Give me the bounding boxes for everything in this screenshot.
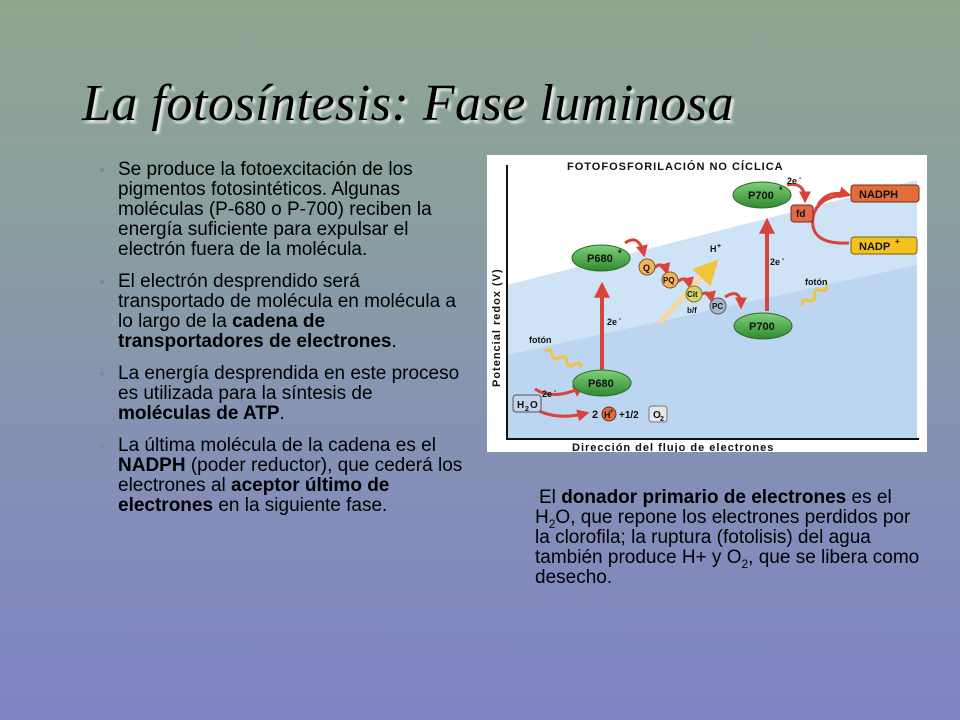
bullet-dot — [100, 444, 104, 448]
bullet-item — [100, 436, 468, 516]
bullet-dot — [100, 372, 104, 376]
bullet-list — [100, 160, 468, 528]
svg-text:+: + — [717, 243, 722, 250]
bullet-bold-text: moléculas de ATP — [118, 403, 280, 424]
svg-text:2e: 2e — [607, 317, 618, 327]
svg-text:-: - — [619, 316, 622, 323]
svg-text:-: - — [782, 256, 785, 263]
bullet-dot — [100, 280, 104, 284]
svg-text:O: O — [653, 410, 661, 421]
svg-text:fotón: fotón — [529, 335, 552, 345]
photophosphorylation-diagram — [487, 155, 927, 452]
subscript: 2 — [741, 556, 749, 571]
y-axis-label: Potencial redox (V) — [491, 268, 503, 387]
svg-text:H: H — [517, 400, 525, 411]
bullet-text: . — [279, 403, 285, 424]
svg-text:Cit: Cit — [687, 290, 698, 299]
svg-text:NADPH: NADPH — [859, 189, 899, 201]
svg-text:P680: P680 — [588, 378, 614, 390]
bullet-text: La energía desprendida en este proceso es utilizada para la síntesis de — [118, 363, 460, 404]
x-axis-label: Dirección del flujo de electrones — [572, 442, 775, 452]
svg-text:PC: PC — [712, 302, 724, 311]
paragraph-text: es el H — [535, 487, 892, 528]
svg-text:2e: 2e — [770, 257, 781, 267]
bullet-text: . — [391, 331, 397, 352]
svg-text:PQ: PQ — [663, 276, 675, 285]
svg-text:Q: Q — [643, 263, 651, 273]
paragraph-text: El — [539, 487, 562, 508]
svg-text:b/f: b/f — [687, 306, 697, 315]
svg-text:fotón: fotón — [805, 277, 828, 287]
svg-text:H: H — [604, 410, 611, 420]
svg-text:-: - — [554, 388, 557, 395]
bullet-item — [100, 272, 468, 352]
svg-text:*: * — [618, 248, 622, 258]
svg-text:2: 2 — [525, 406, 529, 413]
water-donor-paragraph — [535, 488, 927, 588]
bullet-text: en la siguiente fase. — [213, 495, 388, 516]
paragraph-bold: donador primario de electrones — [561, 487, 847, 508]
slide-title: La fotosíntesis: Fase luminosa — [82, 75, 735, 132]
bullet-item — [100, 160, 468, 260]
bullet-text: (poder reductor), que cederá los electrones al — [118, 455, 463, 496]
paragraph-text: , que se libera como desecho. — [535, 547, 920, 588]
svg-text:2e: 2e — [542, 389, 553, 399]
subscript: 2 — [548, 516, 556, 531]
svg-text:P680: P680 — [587, 253, 613, 265]
diagram-title: FOTOFOSFORILACIÓN NO CÍCLICA — [567, 161, 784, 173]
svg-text:2: 2 — [592, 409, 599, 421]
svg-text:NADP: NADP — [859, 241, 891, 253]
svg-text:fd: fd — [796, 209, 806, 220]
svg-text:2: 2 — [660, 416, 664, 423]
svg-text:P700: P700 — [748, 190, 774, 202]
paragraph-text: O, que repone los electrones perdidos por la clorofila; la ruptura (fotolisis) del agua también produce H+ y O — [535, 507, 911, 568]
svg-text:O: O — [530, 400, 538, 411]
svg-text:+: + — [610, 409, 614, 415]
svg-text:2e: 2e — [787, 176, 798, 186]
bullet-text: Se produce la fotoexcitación de los pigmentos fotosintéticos. Algunas moléculas (P-680 o P-700) reciben la energía suficiente para expulsar el electrón fuera de la molécula. — [118, 159, 432, 260]
svg-text:*: * — [779, 185, 783, 195]
bullet-dot — [100, 168, 104, 172]
bullet-bold-text: NADPH — [118, 455, 186, 476]
bullet-bold-text: cadena de transportadores de electrones — [118, 311, 392, 352]
bullet-text: La última molécula de la cadena es el — [118, 435, 436, 456]
svg-text:+: + — [895, 237, 900, 246]
bullet-item — [100, 364, 468, 424]
bullet-text: El electrón desprendido será transportado de molécula en molécula a lo largo de la — [118, 271, 456, 332]
svg-text:P700: P700 — [749, 321, 775, 333]
svg-text:H: H — [710, 244, 717, 254]
bullet-bold-text: aceptor último de electrones — [118, 475, 390, 516]
svg-text:+1/2: +1/2 — [619, 410, 639, 421]
svg-text:-: - — [799, 175, 802, 182]
